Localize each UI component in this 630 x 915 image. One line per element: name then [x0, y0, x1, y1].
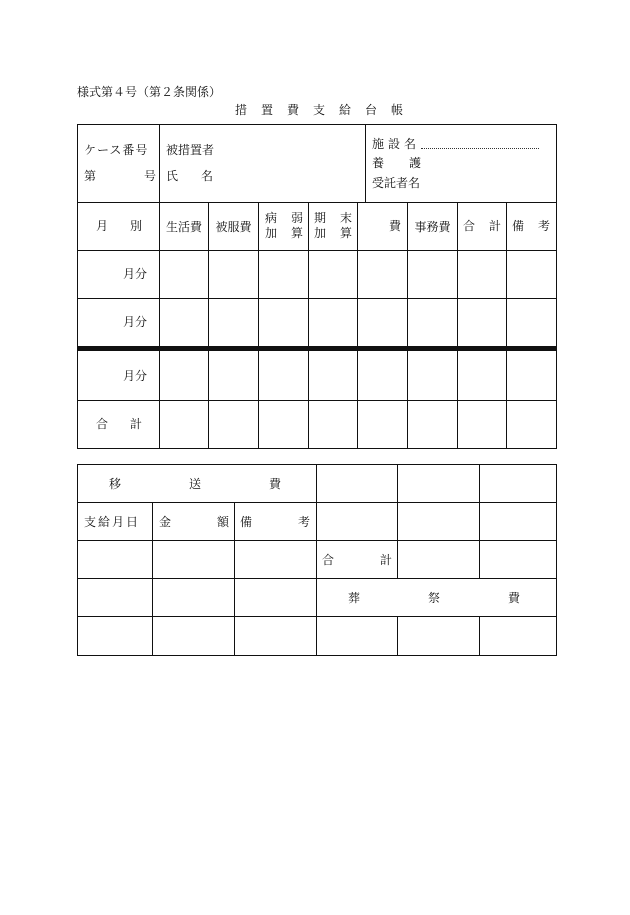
- col-clothing-cost: 被服費: [215, 220, 252, 234]
- form-number-label: 様式第４号（第２条関係）: [77, 85, 222, 99]
- omission-break-line: [77, 346, 557, 351]
- funeral-cost-title: 葬 祭 費: [348, 591, 520, 605]
- col-sick-weak-addition: 病 弱 加 算: [265, 211, 303, 240]
- measured-person-label: 被措置者: [166, 143, 215, 157]
- col-total: 合 計: [463, 219, 501, 233]
- trustee-label: 受託者名: [372, 176, 421, 190]
- col-fee: 費: [389, 219, 402, 233]
- case-number-label: ケース番号: [84, 143, 149, 157]
- col-month: 月 別: [96, 219, 142, 233]
- transport-total: 合 計: [322, 553, 392, 567]
- facility-name-line: [421, 148, 539, 149]
- row-month-1: 月分: [123, 267, 148, 281]
- col-office-cost: 事務費: [414, 220, 451, 234]
- col-year-end-addition: 期 末 加 算: [314, 211, 352, 240]
- col-amount: 金 額: [159, 515, 229, 529]
- col-remarks: 備 考: [512, 219, 550, 233]
- name-label-sei: 氏: [166, 169, 179, 183]
- foster-label-2: 護: [409, 156, 422, 170]
- document-title: 措 置 費 支 給 台 帳: [235, 103, 405, 117]
- row-month-3: 月分: [123, 369, 148, 383]
- foster-label-1: 養: [372, 156, 385, 170]
- col-payment-date: 支給月日: [84, 515, 141, 529]
- case-number-prefix: 第: [84, 169, 97, 183]
- facility-label: 施設名: [372, 137, 421, 151]
- col-living-cost: 生活費: [165, 220, 202, 234]
- transport-cost-title: 移 送 費: [109, 477, 281, 491]
- row-month-2: 月分: [123, 315, 148, 329]
- case-number-suffix: 号: [144, 169, 157, 183]
- col-transport-remarks: 備 考: [240, 515, 310, 529]
- name-label-mei: 名: [201, 169, 214, 183]
- row-total: 合 計: [96, 417, 142, 431]
